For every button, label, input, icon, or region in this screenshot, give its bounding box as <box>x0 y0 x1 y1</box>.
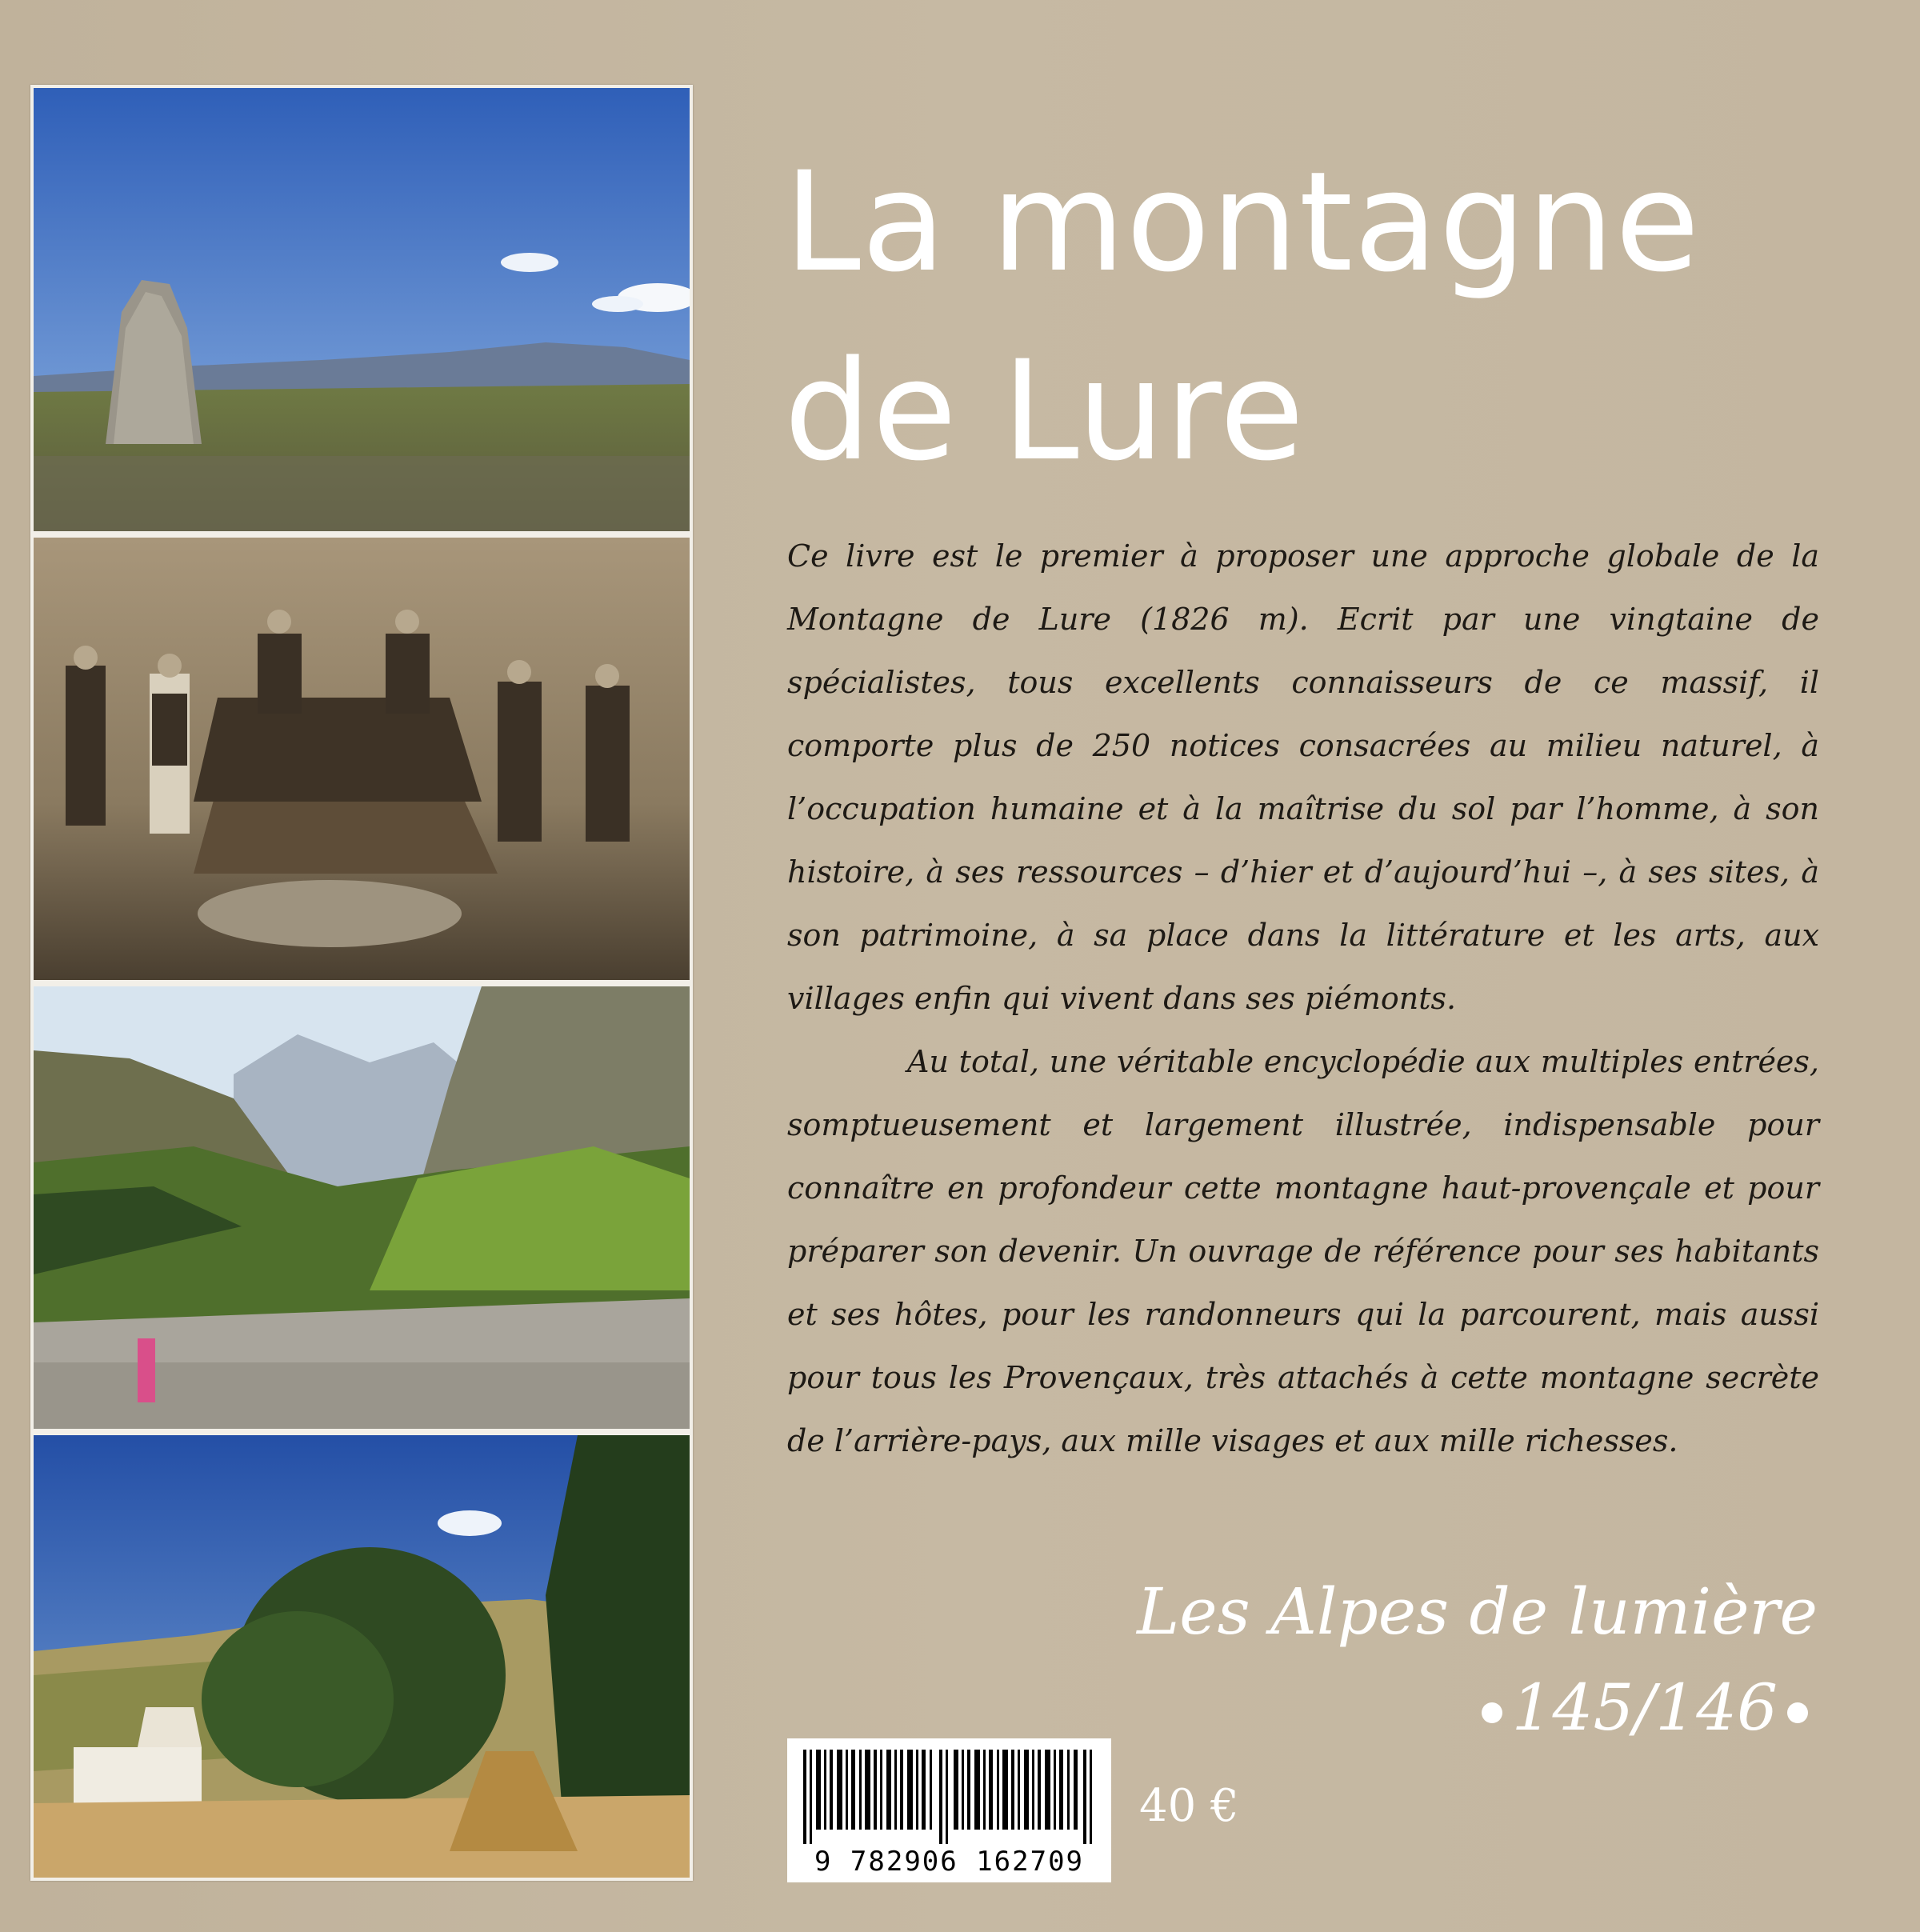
series-name: Les Alpes de lumière <box>1137 1574 1818 1649</box>
photo-stone-cairn <box>34 88 690 531</box>
description-paragraph-2: Au total, une véritable encyclopédie aux multiples entrées, somptueusement et largement illustrée, indispensable pour connaître en profondeur cette montagne haut-provençale et pour préparer son devenir. Un ouvrage de référence pour ses habitants et ses hôtes, pour les randonneurs qui la parcourent, mais aussi pour tous les Provençaux, très attachés à cette montagne secrète de l’arrière-pays, aux mille visages et aux mille richesses. <box>787 1044 1819 1458</box>
photo-mountain-valley <box>34 986 690 1429</box>
series-number: 145/146 <box>1511 1670 1778 1745</box>
book-title <box>784 128 1824 506</box>
isbn-barcode <box>787 1738 1111 1882</box>
isbn-digits: 9 782906 162709 <box>814 1846 1085 1878</box>
bullet-icon <box>1482 1702 1502 1723</box>
description <box>787 525 1819 1473</box>
photo-strip <box>30 85 693 1881</box>
series-info <box>938 1564 1818 1756</box>
description-paragraph-1: Ce livre est le premier à proposer une approche globale de la Montagne de Lure (1826 m). Ecrit par une vingtaine de spécialistes, tous excellents connaisseurs de ce massif, il comporte plus de 250 notices consacrées au milieu naturel, à l’occupation humaine et à la maîtrise du sol par l’homme, à son histoire, à ses ressources – d’hier et d’aujourd’hui –, à ses sites, à son patrimoine, à sa place dans la littérature et les arts, aux villages enfin qui vivent dans ses piémonts. <box>787 538 1819 1016</box>
price: 40 € <box>1139 1780 1239 1832</box>
photo-chapel-haystack <box>34 1435 690 1878</box>
title-line-2: de Lure <box>784 330 1306 491</box>
barcode-icon <box>803 1750 1095 1844</box>
bullet-icon <box>1787 1702 1808 1723</box>
title-line-1: La montagne <box>784 142 1701 302</box>
photo-historic-workers <box>34 538 690 980</box>
